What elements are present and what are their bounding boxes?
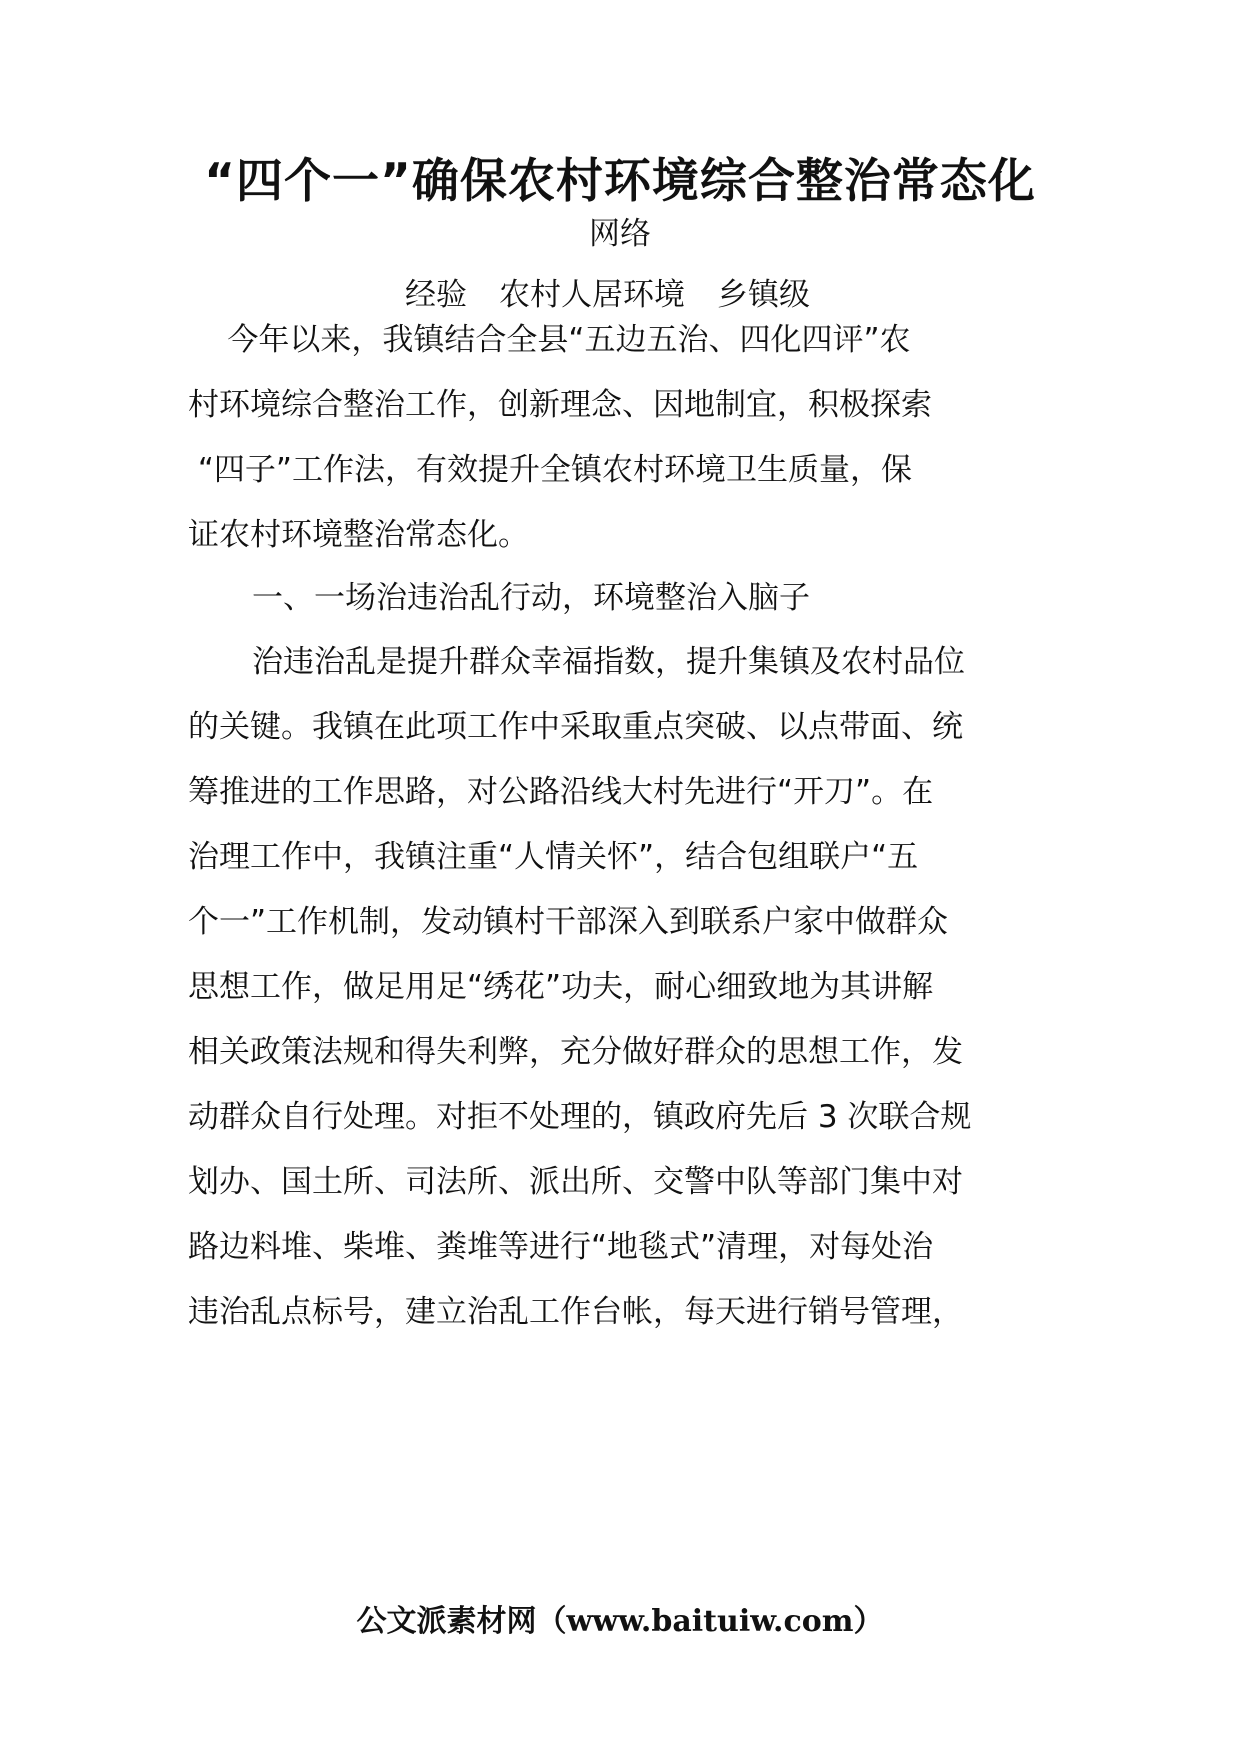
body-line: 路边料堆、柴堆、粪堆等进行“地毯式”清理，对每处治 <box>188 1229 934 1265</box>
section-heading-text: 一、一场治违治乱行动，环境整治入脑子 <box>252 580 810 616</box>
body-line: 相关政策法规和得失利弊，充分做好群众的思想工作，发 <box>188 1034 963 1070</box>
body-paragraph <box>188 630 1048 1345</box>
body-line: 违治乱点标号，建立治乱工作台帐，每天进行销号管理， <box>188 1294 963 1330</box>
tag-experience: 经验 <box>405 277 467 313</box>
body-line: 动群众自行处理。对拒不处理的，镇政府先后 3 次联合规 <box>188 1099 972 1135</box>
intro-line: “四子”工作法，有效提升全镇农村环境卫生质量，保 <box>188 452 912 488</box>
body-line: 治理工作中，我镇注重“人情关怀”，结合包组联户“五 <box>188 839 919 875</box>
intro-line: 证农村环境整治常态化。 <box>188 517 529 553</box>
intro-line: 村环境综合整治工作，创新理念、因地制宜，积极探索 <box>188 387 932 423</box>
tag-rural-environment: 农村人居环境 <box>499 277 685 313</box>
body-line: 划办、国土所、司法所、派出所、交警中队等部门集中对 <box>188 1164 963 1200</box>
body-line: 思想工作，做足用足“绣花”功夫，耐心细致地为其讲解 <box>188 969 934 1005</box>
intro-line: 今年以来，我镇结合全县“五边五治、四化四评”农 <box>188 322 911 358</box>
body-line: 治违治乱是提升群众幸福指数，提升集镇及农村品位 <box>252 644 965 680</box>
body-line: 筹推进的工作思路，对公路沿线大村先进行“开刀”。在 <box>188 774 934 810</box>
document-title: “四个一”确保农村环境综合整治常态化 <box>204 154 1036 209</box>
footer-watermark: 公文派素材网（www.baituiw.com） <box>356 1604 884 1639</box>
section-heading <box>188 566 1048 631</box>
intro-paragraph <box>188 308 1048 568</box>
body-line: 的关键。我镇在此项工作中采取重点突破、以点带面、统 <box>188 709 963 745</box>
body-line: 个一”工作机制，发动镇村干部深入到联系户家中做群众 <box>188 904 949 940</box>
document-source: 网络 <box>589 216 651 252</box>
tag-township-level: 乡镇级 <box>717 277 810 313</box>
